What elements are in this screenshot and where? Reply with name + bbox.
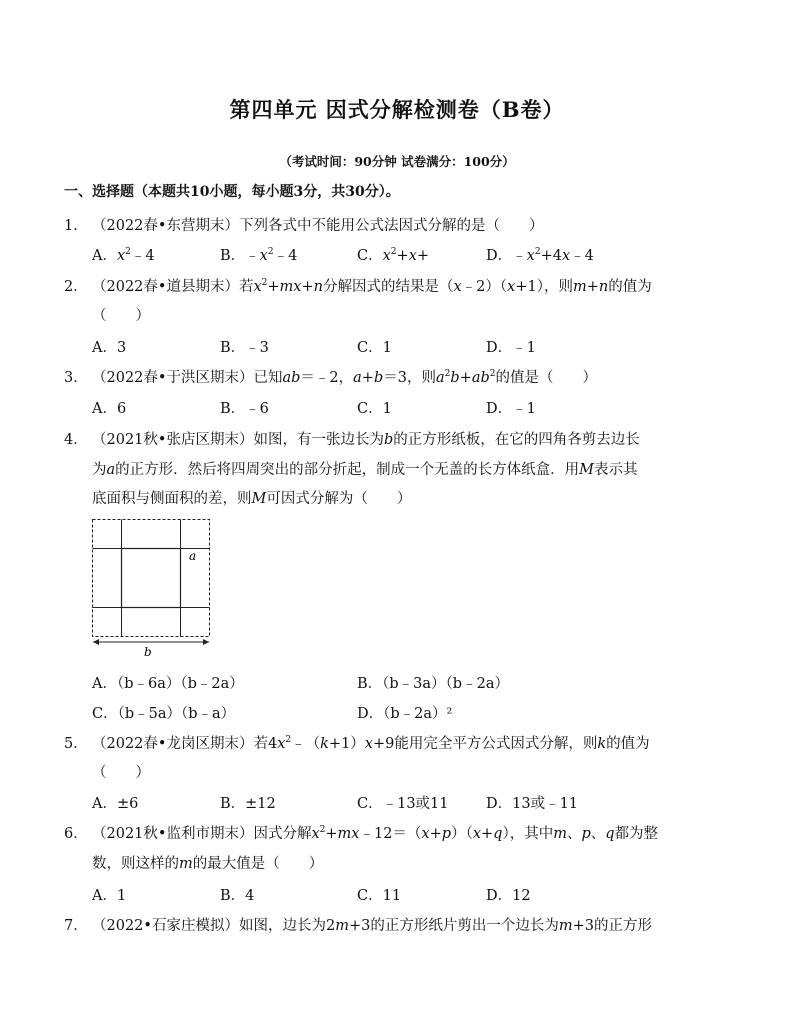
answer-paren: （ ） [92,308,150,324]
option-d: D．13或﹣11 [486,796,579,812]
option-a: A．±6 [92,796,139,812]
option-b: B．$﹣x^2﹣4$ [220,247,298,264]
option-a: A．$x^2﹣4$ [92,247,155,264]
question-4-line: （2021秋•张店区期末）如图，有一张边长为b的正方形纸板，在它的四角各剪去边长 [92,432,640,448]
label-a: a [189,549,197,563]
question-6: （2021秋•监利市期末）因式分解$x^2+mx﹣12=(x+p)(x+q)$，其中m、p、q都为整 [92,825,659,842]
arrow-right [203,639,209,645]
option-d: D．﹣1 [486,401,536,417]
question-number: 2． [64,279,88,295]
option-b: B．﹣3 [220,340,269,356]
option-d: D．﹣1 [486,340,536,356]
option-a: A．（b﹣6a）（b﹣2a） [92,676,244,692]
label-b: b [144,645,152,659]
question-number: 1． [64,218,88,234]
option-a: A．3 [92,340,127,356]
option-b: B．±12 [220,796,276,812]
option-b: B．4 [220,888,255,904]
question-number: 4． [64,432,88,448]
option-b: B．（b﹣3a）（b﹣2a） [357,676,509,692]
question-6-line: 数，则这样的m的最大值是（ ） [92,856,324,872]
section-heading: 一、选择题（本题共10小题，每小题3分，共30分）。 [64,184,400,200]
option-c: C．1 [357,340,392,356]
option-c: C．（b﹣5a）（b﹣a） [92,706,236,722]
option-d: D．12 [486,888,531,904]
option-c: C．11 [357,888,402,904]
question-7: （2022•石家庄模拟）如图，边长为2m+3的正方形纸片剪出一个边长为m+3的正方形 [92,918,652,934]
option-b: B．﹣6 [220,401,269,417]
option-a: A．6 [92,401,127,417]
option-c: C．﹣13或11 [357,796,449,812]
outer-board [93,520,210,637]
page-title: 第四单元 因式分解检测卷（B卷） [229,97,565,122]
question-number: 3． [64,370,88,386]
arrow-left [93,639,99,645]
option-c: C．1 [357,401,392,417]
option-a: A．1 [92,888,127,904]
question-number: 6． [64,826,88,842]
question-4-line: 为a的正方形．然后将四周突出的部分折起，制成一个无盖的长方体纸盒．用M表示其 [92,462,638,478]
exam-info: （考试时间：90分钟 试卷满分：100分） [279,154,515,169]
question-2: （2022春•道县期末）若$x^2+mx+n$分解因式的结果是（x﹣2）（x+1），则m+n的值为 [92,278,652,295]
answer-paren: （ ） [92,765,150,781]
question-4-line: 底面积与侧面积的差，则M可因式分解为（ ） [92,491,412,507]
option-d: D．（b﹣2a）² [357,706,453,722]
option-c: C．$x^2+x+$ [357,247,430,264]
box-base [122,549,181,608]
square-cut-figure [88,514,218,662]
question-5: （2022春•龙岗区期末）若$4x^2﹣(k+1)x+9$能用完全平方公式因式分解，则k的值为 [92,735,650,752]
option-d: D．$﹣x^2+4x﹣4$ [486,247,594,264]
question-number: 7． [64,918,88,934]
question-1: （2022春•东营期末）下列各式中不能用公式法因式分解的是（ ） [92,218,544,234]
question-3: （2022春•于洪区期末）已知ab＝﹣2，a+b＝3，则$a^2b+ab^2$的值是（ ） [92,369,597,386]
question-number: 5． [64,736,88,752]
